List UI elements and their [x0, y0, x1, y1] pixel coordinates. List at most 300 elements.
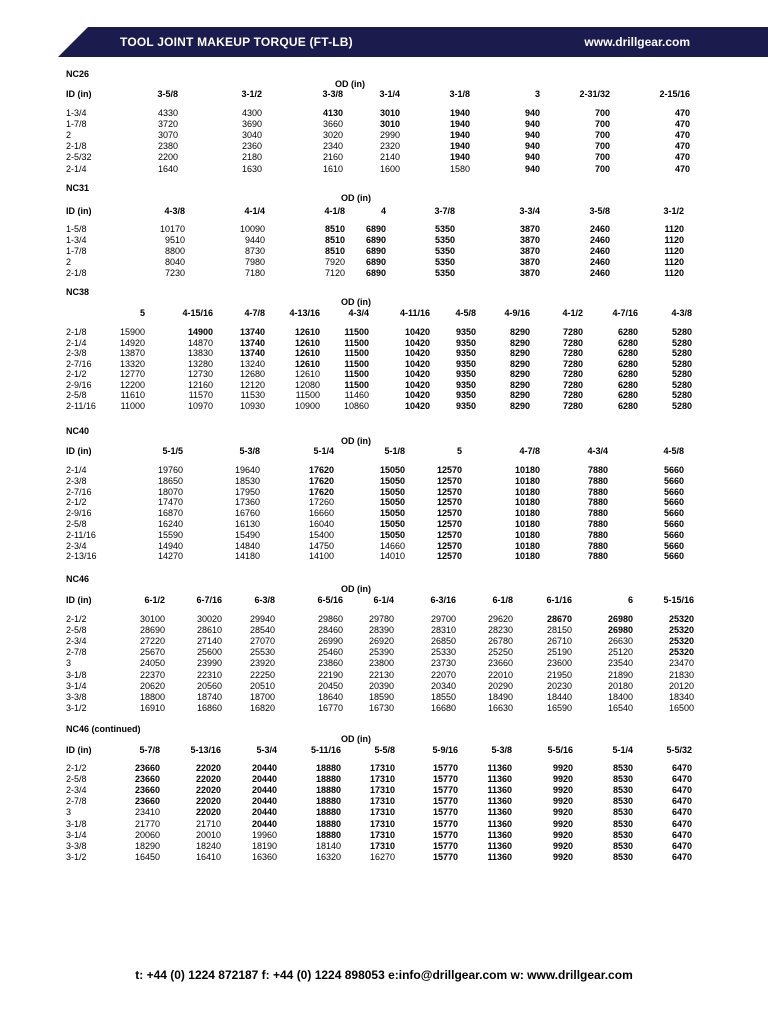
section-title: NC46 — [66, 574, 90, 584]
torque-value-cell: 2990 — [379, 130, 400, 141]
row-id-cell: 2-3/4 — [66, 785, 87, 796]
torque-value-cell: 5280 — [671, 379, 692, 390]
torque-value-cell: 15050 — [379, 497, 405, 508]
torque-value-cell: 470 — [674, 152, 690, 163]
torque-value-cell: 12570 — [436, 465, 462, 475]
torque-value-cell: 25320 — [668, 614, 694, 624]
torque-value-cell: 8530 — [612, 807, 633, 818]
od-column-header: 3-1/2 — [663, 206, 684, 216]
torque-value-cell: 29860 — [317, 614, 343, 624]
torque-value-cell: 6470 — [671, 829, 692, 840]
torque-value-cell: 16590 — [546, 702, 572, 713]
torque-value-cell: 940 — [524, 141, 540, 152]
torque-value-cell: 10420 — [404, 337, 430, 348]
torque-value-cell: 5350 — [434, 246, 455, 257]
torque-value-cell: 9350 — [455, 390, 476, 400]
row-id-cell: 2-7/8 — [66, 647, 87, 658]
torque-value-cell: 28150 — [546, 625, 572, 636]
torque-value-cell: 9350 — [455, 369, 476, 379]
od-column-header: 3-1/2 — [241, 89, 262, 99]
row-id-cell: 2-9/16 — [66, 379, 92, 390]
torque-value-cell: 15050 — [379, 508, 405, 519]
torque-value-cell: 2460 — [589, 268, 610, 279]
torque-value-cell: 1580 — [449, 163, 470, 174]
row-id-cell: 2-5/8 — [66, 390, 87, 400]
torque-value-cell: 17310 — [369, 763, 395, 773]
torque-value-cell: 15770 — [432, 840, 458, 851]
torque-value-cell: 17310 — [369, 807, 395, 818]
torque-value-cell: 17260 — [308, 497, 334, 508]
torque-value-cell: 25460 — [317, 647, 343, 658]
od-column-header: 4 — [380, 206, 386, 216]
torque-value-cell: 20120 — [668, 680, 694, 691]
torque-value-cell: 1940 — [449, 130, 470, 141]
torque-value-cell: 13240 — [239, 358, 265, 369]
torque-value-cell: 8510 — [324, 235, 345, 246]
torque-value-cell: 18530 — [234, 475, 260, 486]
od-column-header: 5-1/4 — [313, 446, 334, 456]
torque-value-cell: 6280 — [617, 400, 638, 411]
torque-value-cell: 29700 — [430, 614, 456, 624]
torque-value-cell: 2140 — [379, 152, 400, 163]
torque-value-cell: 6470 — [671, 851, 692, 862]
torque-value-cell: 6470 — [671, 840, 692, 851]
torque-value-cell: 6470 — [671, 807, 692, 818]
torque-value-cell: 10420 — [404, 358, 430, 369]
torque-value-cell: 5280 — [671, 348, 692, 358]
row-id-cell: 2 — [66, 257, 72, 268]
row-id-cell: 3-1/8 — [66, 669, 87, 680]
torque-value-cell: 12610 — [294, 358, 320, 369]
row-id-cell: 2 — [66, 130, 72, 141]
torque-value-cell: 5660 — [663, 497, 684, 508]
torque-value-cell: 19760 — [157, 465, 183, 475]
torque-value-cell: 8290 — [509, 358, 530, 369]
torque-value-cell: 12570 — [436, 497, 462, 508]
torque-value-cell: 9350 — [455, 400, 476, 411]
row-id-cell: 2-1/8 — [66, 268, 87, 279]
torque-value-cell: 7880 — [587, 540, 608, 551]
torque-value-cell: 6470 — [671, 774, 692, 785]
torque-value-cell: 3660 — [322, 119, 343, 130]
torque-value-cell: 1940 — [449, 119, 470, 130]
torque-value-cell: 7280 — [562, 379, 583, 390]
od-column-header: 5-15/16 — [663, 595, 694, 605]
torque-value-cell: 28670 — [546, 614, 572, 624]
torque-value-cell: 16660 — [308, 508, 334, 519]
od-column-header: 4-9/16 — [504, 308, 530, 318]
row-id-cell: 2-13/16 — [66, 551, 97, 562]
torque-value-cell: 14100 — [308, 551, 334, 562]
torque-value-cell: 25600 — [196, 647, 222, 658]
torque-value-cell: 9920 — [552, 785, 573, 796]
torque-value-cell: 12570 — [436, 475, 462, 486]
torque-value-cell: 3040 — [241, 130, 262, 141]
torque-value-cell: 2460 — [589, 235, 610, 246]
torque-value-cell: 3870 — [519, 268, 540, 279]
row-id-cell: 1-7/8 — [66, 246, 87, 257]
torque-value-cell: 940 — [524, 119, 540, 130]
page-title: TOOL JOINT MAKEUP TORQUE (FT-LB) — [120, 35, 353, 49]
torque-value-cell: 14940 — [157, 540, 183, 551]
torque-value-cell: 5660 — [663, 465, 684, 475]
torque-value-cell: 7280 — [562, 348, 583, 358]
torque-value-cell: 7120 — [324, 268, 345, 279]
torque-value-cell: 15770 — [432, 851, 458, 862]
torque-value-cell: 10180 — [514, 540, 540, 551]
torque-value-cell: 6280 — [617, 369, 638, 379]
torque-value-cell: 940 — [524, 152, 540, 163]
torque-value-cell: 3070 — [157, 130, 178, 141]
row-id-cell: 3-1/8 — [66, 818, 87, 829]
torque-value-cell: 4330 — [157, 108, 178, 118]
torque-value-cell: 18800 — [139, 691, 165, 702]
od-column-header: 4-1/2 — [562, 308, 583, 318]
torque-value-cell: 18590 — [368, 691, 394, 702]
torque-value-cell: 470 — [674, 130, 690, 141]
torque-value-cell: 700 — [594, 152, 610, 163]
torque-value-cell: 22190 — [317, 669, 343, 680]
torque-value-cell: 16540 — [607, 702, 633, 713]
torque-value-cell: 3010 — [379, 119, 400, 130]
torque-value-cell: 8530 — [612, 796, 633, 807]
torque-value-cell: 5660 — [663, 529, 684, 540]
torque-value-cell: 12570 — [436, 551, 462, 562]
torque-value-cell: 11530 — [240, 390, 265, 400]
torque-value-cell: 6280 — [617, 358, 638, 369]
torque-value-cell: 20180 — [607, 680, 633, 691]
torque-value-cell: 2180 — [241, 152, 262, 163]
torque-value-cell: 26780 — [487, 636, 513, 647]
torque-value-cell: 23600 — [546, 658, 572, 669]
torque-value-cell: 15770 — [432, 818, 458, 829]
row-id-cell: 2-1/4 — [66, 163, 87, 174]
od-column-header: 4-1/4 — [244, 206, 265, 216]
torque-value-cell: 12080 — [294, 379, 320, 390]
torque-value-cell: 26990 — [317, 636, 343, 647]
torque-value-cell: 20620 — [139, 680, 165, 691]
torque-value-cell: 22020 — [195, 763, 221, 773]
torque-value-cell: 26630 — [607, 636, 633, 647]
torque-value-cell: 8290 — [509, 348, 530, 358]
torque-value-cell: 8290 — [509, 379, 530, 390]
torque-value-cell: 25330 — [430, 647, 456, 658]
torque-value-cell: 29780 — [368, 614, 394, 624]
torque-value-cell: 21710 — [195, 818, 221, 829]
od-column-header: 5 — [139, 308, 145, 318]
torque-value-cell: 23660 — [487, 658, 513, 669]
torque-value-cell: 15400 — [308, 529, 334, 540]
torque-value-cell: 18880 — [315, 763, 341, 773]
od-header-label: OD (in) — [341, 584, 371, 594]
torque-value-cell: 7980 — [244, 257, 265, 268]
torque-value-cell: 10180 — [514, 508, 540, 519]
od-column-header: 5-3/4 — [256, 745, 277, 755]
torque-value-cell: 5350 — [434, 257, 455, 268]
header-website-link[interactable]: www.drillgear.com — [584, 35, 690, 49]
row-id-cell: 2-3/4 — [66, 540, 87, 551]
torque-value-cell: 10180 — [514, 475, 540, 486]
torque-value-cell: 9920 — [552, 774, 573, 785]
torque-value-cell: 6280 — [617, 379, 638, 390]
torque-value-cell: 3690 — [241, 119, 262, 130]
torque-value-cell: 11570 — [188, 390, 213, 400]
section-title: NC31 — [66, 183, 90, 193]
torque-value-cell: 12610 — [294, 327, 320, 337]
row-id-cell: 2-5/8 — [66, 774, 87, 785]
torque-value-cell: 700 — [594, 163, 610, 174]
torque-value-cell: 15050 — [379, 475, 405, 486]
torque-value-cell: 14660 — [379, 540, 405, 551]
torque-value-cell: 8510 — [324, 224, 345, 234]
torque-value-cell: 1940 — [449, 141, 470, 152]
torque-value-cell: 22310 — [196, 669, 222, 680]
torque-value-cell: 8530 — [612, 774, 633, 785]
torque-value-cell: 8530 — [612, 763, 633, 773]
torque-value-cell: 10180 — [514, 529, 540, 540]
torque-value-cell: 16870 — [157, 508, 183, 519]
torque-value-cell: 13740 — [239, 327, 265, 337]
torque-value-cell: 14270 — [157, 551, 183, 562]
torque-value-cell: 12570 — [436, 508, 462, 519]
header-notch-decoration — [58, 27, 88, 57]
torque-value-cell: 25250 — [487, 647, 513, 658]
torque-value-cell: 28230 — [487, 625, 513, 636]
torque-value-cell: 18700 — [249, 691, 275, 702]
torque-value-cell: 5660 — [663, 475, 684, 486]
torque-value-cell: 1640 — [157, 163, 178, 174]
torque-value-cell: 8530 — [612, 785, 633, 796]
torque-value-cell: 2340 — [322, 141, 343, 152]
od-column-header: 4-3/8 — [671, 308, 692, 318]
torque-value-cell: 21890 — [607, 669, 633, 680]
torque-value-cell: 940 — [524, 108, 540, 118]
torque-value-cell: 10180 — [514, 486, 540, 497]
torque-value-cell: 16270 — [369, 851, 395, 862]
row-id-cell: 2-1/4 — [66, 465, 87, 475]
torque-value-cell: 8510 — [324, 246, 345, 257]
header-bar — [58, 27, 768, 57]
torque-value-cell: 14920 — [119, 337, 145, 348]
torque-value-cell: 10420 — [404, 379, 430, 390]
torque-value-cell: 2380 — [157, 141, 178, 152]
torque-value-cell: 16770 — [317, 702, 343, 713]
torque-value-cell: 13280 — [187, 358, 213, 369]
od-header-label: OD (in) — [341, 193, 371, 203]
torque-value-cell: 17310 — [369, 796, 395, 807]
torque-value-cell: 14870 — [187, 337, 213, 348]
row-id-cell: 2-1/8 — [66, 327, 87, 337]
torque-value-cell: 1940 — [449, 152, 470, 163]
torque-value-cell: 14180 — [234, 551, 260, 562]
torque-value-cell: 26710 — [546, 636, 572, 647]
row-id-cell: 1-5/8 — [66, 224, 87, 234]
row-id-cell: 3 — [66, 807, 72, 818]
torque-value-cell: 8290 — [509, 400, 530, 411]
row-id-cell: 1-3/4 — [66, 235, 87, 246]
torque-value-cell: 11500 — [344, 337, 369, 348]
row-id-cell: 2-1/2 — [66, 497, 87, 508]
torque-value-cell: 25190 — [546, 647, 572, 658]
torque-value-cell: 2460 — [589, 257, 610, 268]
torque-value-cell: 16360 — [251, 851, 277, 862]
torque-value-cell: 23730 — [430, 658, 456, 669]
torque-value-cell: 23660 — [134, 763, 160, 773]
torque-value-cell: 29940 — [249, 614, 275, 624]
torque-value-cell: 3720 — [157, 119, 178, 130]
torque-value-cell: 9920 — [552, 807, 573, 818]
torque-value-cell: 5660 — [663, 508, 684, 519]
od-column-header: 3-3/8 — [322, 89, 343, 99]
od-column-header: 5-1/5 — [162, 446, 183, 456]
torque-value-cell: 23540 — [607, 658, 633, 669]
torque-value-cell: 11360 — [487, 807, 512, 818]
torque-value-cell: 25390 — [368, 647, 394, 658]
od-column-header: 3 — [534, 89, 540, 99]
torque-value-cell: 17310 — [369, 785, 395, 796]
torque-value-cell: 2160 — [322, 152, 343, 163]
torque-value-cell: 11460 — [344, 390, 369, 400]
torque-value-cell: 7180 — [244, 268, 265, 279]
torque-value-cell: 25670 — [139, 647, 165, 658]
torque-value-cell: 7280 — [562, 390, 583, 400]
torque-value-cell: 12680 — [239, 369, 265, 379]
torque-value-cell: 470 — [674, 119, 690, 130]
row-id-cell: 1-7/8 — [66, 119, 87, 130]
torque-value-cell: 26980 — [607, 625, 633, 636]
torque-value-cell: 20230 — [546, 680, 572, 691]
torque-value-cell: 28310 — [430, 625, 456, 636]
torque-value-cell: 15590 — [157, 529, 183, 540]
id-column-header: ID (in) — [66, 745, 92, 755]
torque-value-cell: 18440 — [546, 691, 572, 702]
torque-value-cell: 15770 — [432, 785, 458, 796]
torque-value-cell: 22130 — [368, 669, 394, 680]
torque-value-cell: 3870 — [519, 257, 540, 268]
torque-value-cell: 9920 — [552, 840, 573, 851]
row-id-cell: 2-7/16 — [66, 358, 92, 369]
torque-value-cell: 1630 — [241, 163, 262, 174]
torque-value-cell: 11610 — [120, 390, 145, 400]
od-column-header: 5-9/16 — [432, 745, 458, 755]
torque-value-cell: 9350 — [455, 348, 476, 358]
torque-value-cell: 16320 — [315, 851, 341, 862]
torque-value-cell: 11360 — [487, 774, 512, 785]
od-column-header: 3-5/8 — [157, 89, 178, 99]
torque-value-cell: 11360 — [487, 763, 512, 773]
od-column-header: 6-1/4 — [373, 595, 394, 605]
torque-value-cell: 16240 — [157, 519, 183, 529]
od-column-header: 3-5/8 — [589, 206, 610, 216]
torque-value-cell: 18550 — [430, 691, 456, 702]
torque-value-cell: 940 — [524, 163, 540, 174]
torque-value-cell: 5350 — [434, 268, 455, 279]
torque-value-cell: 10180 — [514, 551, 540, 562]
torque-value-cell: 16820 — [249, 702, 275, 713]
od-header-label: OD (in) — [341, 734, 371, 744]
torque-value-cell: 17950 — [234, 486, 260, 497]
od-column-header: 4-3/4 — [587, 446, 608, 456]
torque-value-cell: 15770 — [432, 774, 458, 785]
torque-value-cell: 10420 — [404, 327, 430, 337]
torque-value-cell: 1120 — [664, 235, 684, 246]
torque-value-cell: 15770 — [432, 796, 458, 807]
torque-value-cell: 12570 — [436, 486, 462, 497]
torque-value-cell: 15050 — [379, 486, 405, 497]
row-id-cell: 3-1/2 — [66, 851, 87, 862]
id-column-header: ID (in) — [66, 595, 92, 605]
torque-value-cell: 4300 — [241, 108, 262, 118]
torque-value-cell: 21770 — [134, 818, 160, 829]
torque-value-cell: 20440 — [251, 785, 277, 796]
row-id-cell: 2-1/2 — [66, 369, 87, 379]
row-id-cell: 2-5/8 — [66, 519, 87, 529]
torque-value-cell: 12570 — [436, 519, 462, 529]
od-column-header: 4-7/8 — [244, 308, 265, 318]
torque-value-cell: 13320 — [119, 358, 145, 369]
torque-value-cell: 1600 — [379, 163, 400, 174]
torque-value-cell: 10420 — [404, 348, 430, 358]
row-id-cell: 2-1/2 — [66, 614, 87, 624]
torque-value-cell: 25530 — [249, 647, 275, 658]
torque-value-cell: 9350 — [455, 337, 476, 348]
torque-value-cell: 3020 — [322, 130, 343, 141]
od-column-header: 6 — [627, 595, 633, 605]
id-column-header: ID (in) — [66, 89, 92, 99]
torque-value-cell: 20340 — [430, 680, 456, 691]
row-id-cell: 3 — [66, 658, 72, 669]
torque-value-cell: 12610 — [294, 337, 320, 348]
torque-value-cell: 28540 — [249, 625, 275, 636]
torque-value-cell: 6890 — [365, 246, 386, 257]
torque-value-cell: 7280 — [562, 337, 583, 348]
torque-value-cell: 10180 — [514, 465, 540, 475]
torque-value-cell: 28390 — [368, 625, 394, 636]
torque-value-cell: 12770 — [119, 369, 145, 379]
torque-value-cell: 1120 — [664, 257, 684, 268]
torque-value-cell: 20450 — [317, 680, 343, 691]
torque-value-cell: 470 — [674, 141, 690, 152]
od-column-header: 5-1/8 — [384, 446, 405, 456]
torque-value-cell: 18880 — [315, 796, 341, 807]
torque-value-cell: 18650 — [157, 475, 183, 486]
torque-value-cell: 8530 — [612, 851, 633, 862]
torque-value-cell: 14840 — [234, 540, 260, 551]
od-column-header: 4-5/8 — [455, 308, 476, 318]
torque-value-cell: 7280 — [562, 369, 583, 379]
row-id-cell: 2-3/8 — [66, 475, 87, 486]
od-column-header: 4-7/8 — [519, 446, 540, 456]
torque-value-cell: 5280 — [671, 358, 692, 369]
od-column-header: 2-15/16 — [659, 89, 690, 99]
torque-value-cell: 17310 — [369, 818, 395, 829]
torque-value-cell: 16860 — [196, 702, 222, 713]
section-title: NC46 (continued) — [66, 724, 141, 734]
row-id-cell: 3-1/4 — [66, 829, 87, 840]
torque-value-cell: 7280 — [562, 358, 583, 369]
torque-value-cell: 18190 — [251, 840, 277, 851]
torque-value-cell: 7880 — [587, 529, 608, 540]
torque-value-cell: 7880 — [587, 551, 608, 562]
torque-value-cell: 23800 — [368, 658, 394, 669]
torque-value-cell: 29620 — [487, 614, 513, 624]
torque-value-cell: 18140 — [315, 840, 341, 851]
od-column-header: 3-3/4 — [519, 206, 540, 216]
torque-value-cell: 22020 — [195, 785, 221, 796]
torque-value-cell: 11360 — [487, 818, 512, 829]
torque-value-cell: 11360 — [487, 785, 512, 796]
od-column-header: 3-1/8 — [449, 89, 470, 99]
